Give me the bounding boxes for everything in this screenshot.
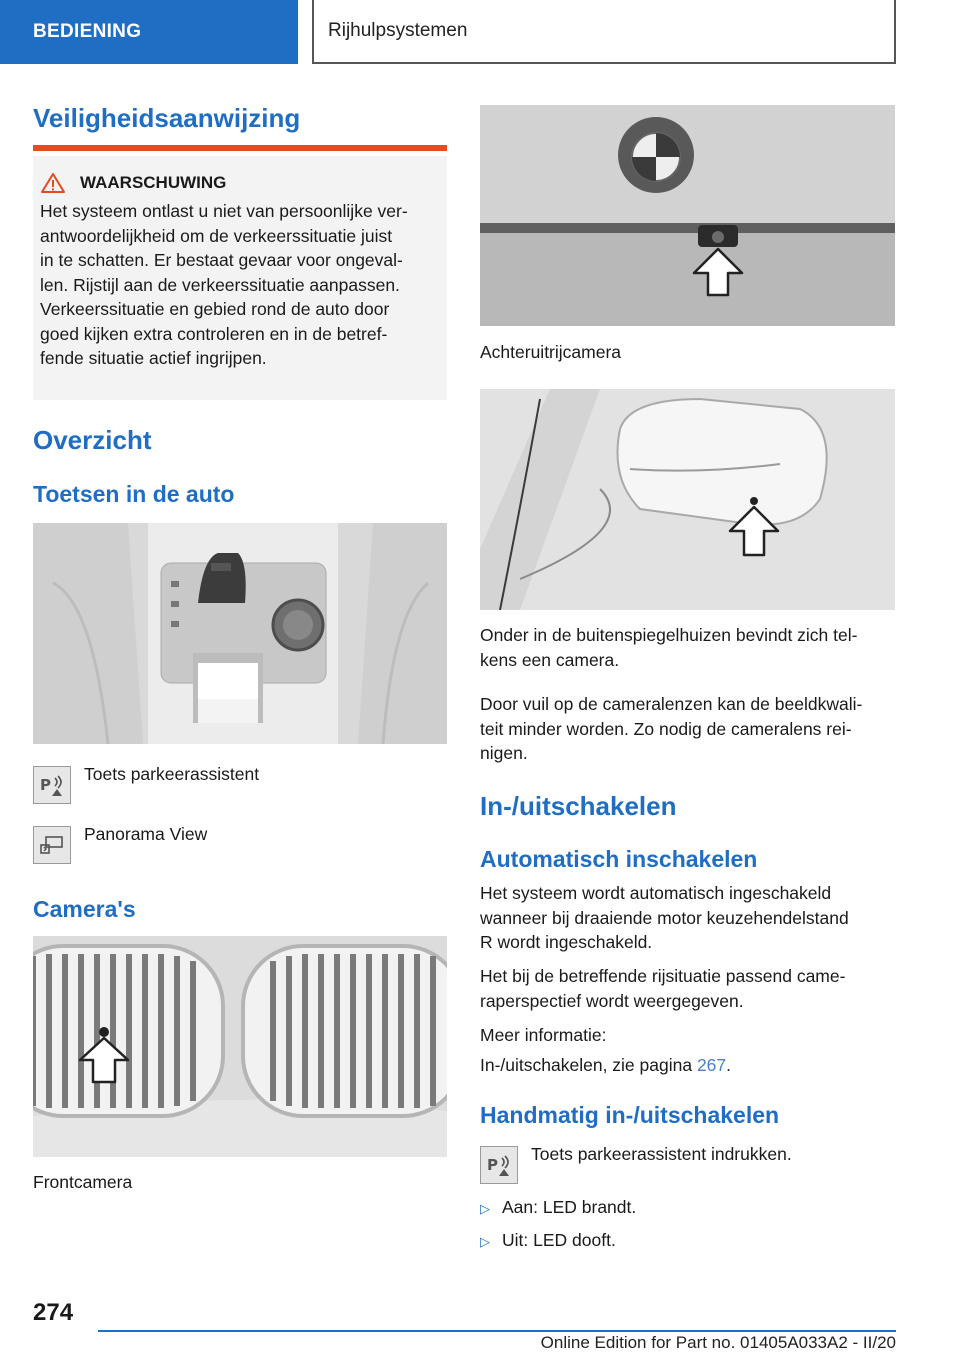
perspective-text xyxy=(480,964,896,1013)
triangle-bullet-icon: ▷ xyxy=(480,1234,490,1249)
warning-triangle-icon xyxy=(40,172,66,194)
more-info-label: Meer informatie: xyxy=(480,1025,607,1045)
warning-line: in te schatten. Er bestaat gevaar voor ongeval- xyxy=(40,250,403,270)
text-line: raperspectief wordt weergegeven. xyxy=(480,990,744,1011)
overview-heading: Overzicht xyxy=(33,425,152,455)
warning-box xyxy=(33,156,447,400)
page-number: 274 xyxy=(33,1299,74,1326)
bullet-text: Aan: LED brandt. xyxy=(502,1197,637,1217)
text-line: teit minder worden. Zo nodig de cameralens rei- xyxy=(480,718,852,739)
warning-header xyxy=(40,172,439,194)
warning-line: Het systeem ontlast u niet van persoonlijke ver- xyxy=(40,201,408,221)
text-line: wanneer bij draaiende motor keuzehendelstand xyxy=(480,907,849,928)
rear-camera-caption: Achteruitrijcamera xyxy=(480,342,622,362)
park-assist-icon xyxy=(33,766,71,804)
safety-heading: Veiligheidsaanwijzing xyxy=(33,103,301,133)
text-line: R wordt ingeschakeld. xyxy=(480,932,653,952)
reference-text: In-/uitschakelen, zie pagina xyxy=(480,1055,697,1075)
text-line: Het systeem wordt automatisch ingeschakeld xyxy=(480,883,832,903)
warning-line: Verkeerssituatie en gebied rond de auto door xyxy=(40,299,390,319)
section-tab xyxy=(0,0,298,64)
park-assist-label: Toets parkeerassistent xyxy=(84,764,260,784)
list-item xyxy=(480,1197,896,1221)
warning-text xyxy=(40,199,439,371)
mirror-camera-image xyxy=(480,389,895,610)
switch-heading: In-/uitschakelen xyxy=(480,791,677,821)
dirt-text xyxy=(480,692,896,766)
text-line: Door vuil op de cameralenzen kan de beeldkwali- xyxy=(480,694,863,714)
section-title: BEDIENING xyxy=(33,21,142,42)
warning-line: goed kijken extra controleren en in de betref- xyxy=(40,323,388,344)
panorama-view-icon xyxy=(33,826,71,864)
buttons-heading: Toetsen in de auto xyxy=(33,481,235,507)
page-link[interactable]: 267 xyxy=(696,1055,727,1075)
text-line: nigen. xyxy=(480,743,528,763)
manual-text: Toets parkeerassistent indrukken. xyxy=(531,1144,792,1164)
reference-end: . xyxy=(726,1055,732,1075)
warning-bar xyxy=(33,145,447,151)
text-line: kens een camera. xyxy=(480,649,620,670)
bullet-text: Uit: LED dooft. xyxy=(502,1230,616,1250)
front-camera-caption: Frontcamera xyxy=(33,1172,133,1192)
warning-line: len. Rijstijl aan de verkeerssituatie aanpassen. xyxy=(40,274,400,295)
center-console-image xyxy=(33,523,447,744)
bullet-list xyxy=(480,1197,896,1254)
chapter-title: Rijhulpsystemen xyxy=(328,20,468,41)
svg-text:P: P xyxy=(40,776,51,794)
svg-text:P: P xyxy=(487,1156,498,1174)
text-line: Het bij de betreffende rijsituatie passend came- xyxy=(480,966,846,986)
warning-line: fende situatie actief ingrijpen. xyxy=(40,348,267,368)
front-camera-image xyxy=(33,936,447,1157)
edition-footer: Online Edition for Part no. 01405A033A2 - II/20 xyxy=(540,1333,896,1352)
rear-camera-image xyxy=(480,105,895,326)
manual-heading: Handmatig in-/uitschakelen xyxy=(480,1102,780,1128)
warning-title: WAARSCHUWING xyxy=(80,173,227,192)
cameras-heading: Camera's xyxy=(33,896,136,922)
chapter-header xyxy=(312,0,896,64)
mirror-camera-text xyxy=(480,623,896,672)
footer-divider xyxy=(98,1330,896,1332)
panorama-view-label: Panorama View xyxy=(84,824,208,844)
warning-line: antwoordelijkheid om de verkeerssituatie juist xyxy=(40,225,393,246)
auto-heading: Automatisch inschakelen xyxy=(480,846,758,872)
triangle-bullet-icon: ▷ xyxy=(480,1201,490,1216)
list-item xyxy=(480,1230,896,1254)
page-reference xyxy=(480,1053,731,1078)
park-assist-icon xyxy=(480,1146,518,1184)
text-line: Onder in de buitenspiegelhuizen bevindt zich tel- xyxy=(480,625,858,645)
auto-text xyxy=(480,881,896,955)
